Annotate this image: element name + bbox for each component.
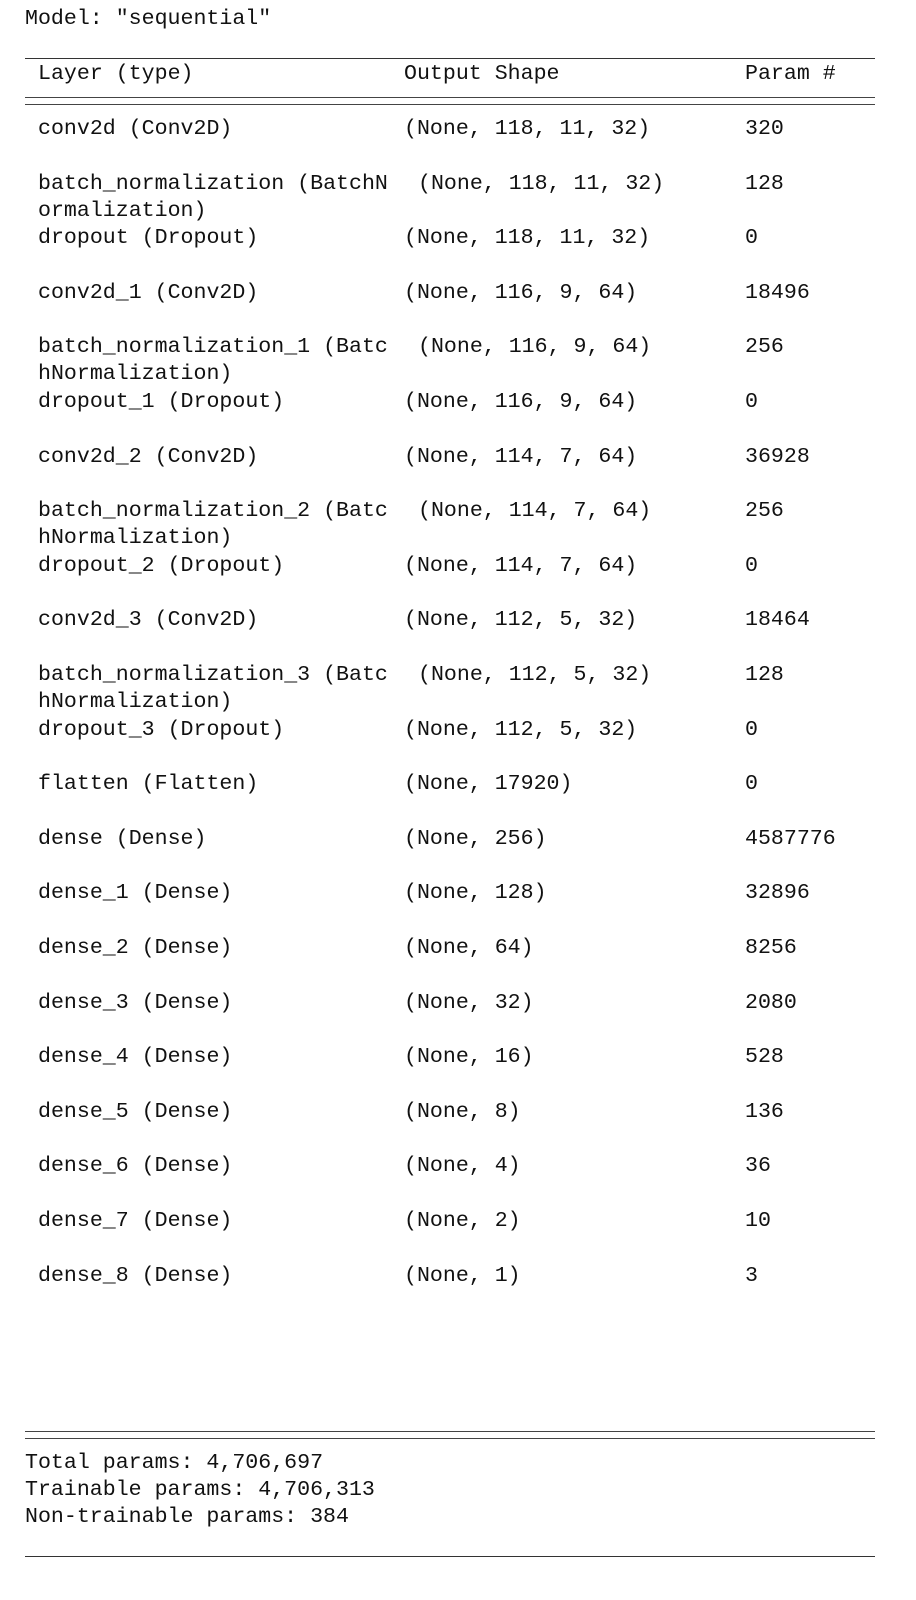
layer-name: flatten (Flatten) [38,772,259,796]
param-count: 3 [745,1264,758,1288]
layer-name: conv2d_2 (Conv2D) [38,445,259,469]
output-shape: (None, 114, 7, 64) [418,499,652,523]
output-shape: (None, 118, 11, 32) [404,117,651,141]
top-rule [25,58,875,59]
param-count: 256 [745,499,784,523]
layer-name: dense_6 (Dense) [38,1154,233,1178]
layer-name: dense_3 (Dense) [38,991,233,1015]
output-shape: (None, 118, 11, 32) [418,172,665,196]
footer-double-rule [25,1431,875,1439]
layer-name-continued: hNormalization) [38,526,233,550]
header-param: Param # [745,62,836,86]
output-shape: (None, 128) [404,881,547,905]
param-count: 36928 [745,445,810,469]
param-count: 36 [745,1154,771,1178]
param-count: 0 [745,554,758,578]
param-count: 18496 [745,281,810,305]
layer-name-continued: ormalization) [38,199,207,223]
param-count: 256 [745,335,784,359]
param-count: 32896 [745,881,810,905]
output-shape: (None, 112, 5, 32) [404,608,638,632]
param-count: 4587776 [745,827,836,851]
output-shape: (None, 118, 11, 32) [404,226,651,250]
output-shape: (None, 116, 9, 64) [404,281,638,305]
param-count: 128 [745,663,784,687]
param-count: 18464 [745,608,810,632]
output-shape: (None, 17920) [404,772,573,796]
header-layer: Layer (type) [38,62,194,86]
param-count: 0 [745,772,758,796]
output-shape: (None, 256) [404,827,547,851]
output-shape: (None, 114, 7, 64) [404,554,638,578]
header-output: Output Shape [404,62,560,86]
layer-name: dense_5 (Dense) [38,1100,233,1124]
param-count: 10 [745,1209,771,1233]
output-shape: (None, 1) [404,1264,521,1288]
param-count: 8256 [745,936,797,960]
output-shape: (None, 116, 9, 64) [418,335,652,359]
layer-name: conv2d_1 (Conv2D) [38,281,259,305]
output-shape: (None, 8) [404,1100,521,1124]
output-shape: (None, 112, 5, 32) [404,718,638,742]
output-shape: (None, 4) [404,1154,521,1178]
param-count: 0 [745,718,758,742]
layer-name: conv2d_3 (Conv2D) [38,608,259,632]
param-count: 0 [745,390,758,414]
output-shape: (None, 112, 5, 32) [418,663,652,687]
layer-name: dropout_3 (Dropout) [38,718,285,742]
param-count: 0 [745,226,758,250]
param-count: 528 [745,1045,784,1069]
output-shape: (None, 64) [404,936,534,960]
layer-name: dropout_1 (Dropout) [38,390,285,414]
bottom-rule [25,1556,875,1557]
layer-name: dense_7 (Dense) [38,1209,233,1233]
layer-name-continued: hNormalization) [38,362,233,386]
model-title: Model: "sequential" [25,7,272,31]
layer-name-continued: hNormalization) [38,690,233,714]
layer-name: batch_normalization_1 (Batc [38,335,388,359]
non-trainable-params: Non-trainable params: 384 [25,1505,349,1529]
layer-name: dropout_2 (Dropout) [38,554,285,578]
layer-name: dense_2 (Dense) [38,936,233,960]
param-count: 2080 [745,991,797,1015]
param-count: 128 [745,172,784,196]
layer-name: dropout (Dropout) [38,226,259,250]
output-shape: (None, 16) [404,1045,534,1069]
output-shape: (None, 2) [404,1209,521,1233]
layer-name: batch_normalization (BatchN [38,172,388,196]
layer-name: dense (Dense) [38,827,207,851]
output-shape: (None, 32) [404,991,534,1015]
layer-name: batch_normalization_3 (Batc [38,663,388,687]
param-count: 136 [745,1100,784,1124]
layer-name: conv2d (Conv2D) [38,117,233,141]
param-count: 320 [745,117,784,141]
header-double-rule [25,97,875,105]
trainable-params: Trainable params: 4,706,313 [25,1478,375,1502]
layer-name: dense_4 (Dense) [38,1045,233,1069]
layer-name: dense_8 (Dense) [38,1264,233,1288]
layer-name: dense_1 (Dense) [38,881,233,905]
total-params: Total params: 4,706,697 [25,1451,324,1475]
output-shape: (None, 116, 9, 64) [404,390,638,414]
layer-name: batch_normalization_2 (Batc [38,499,388,523]
output-shape: (None, 114, 7, 64) [404,445,638,469]
